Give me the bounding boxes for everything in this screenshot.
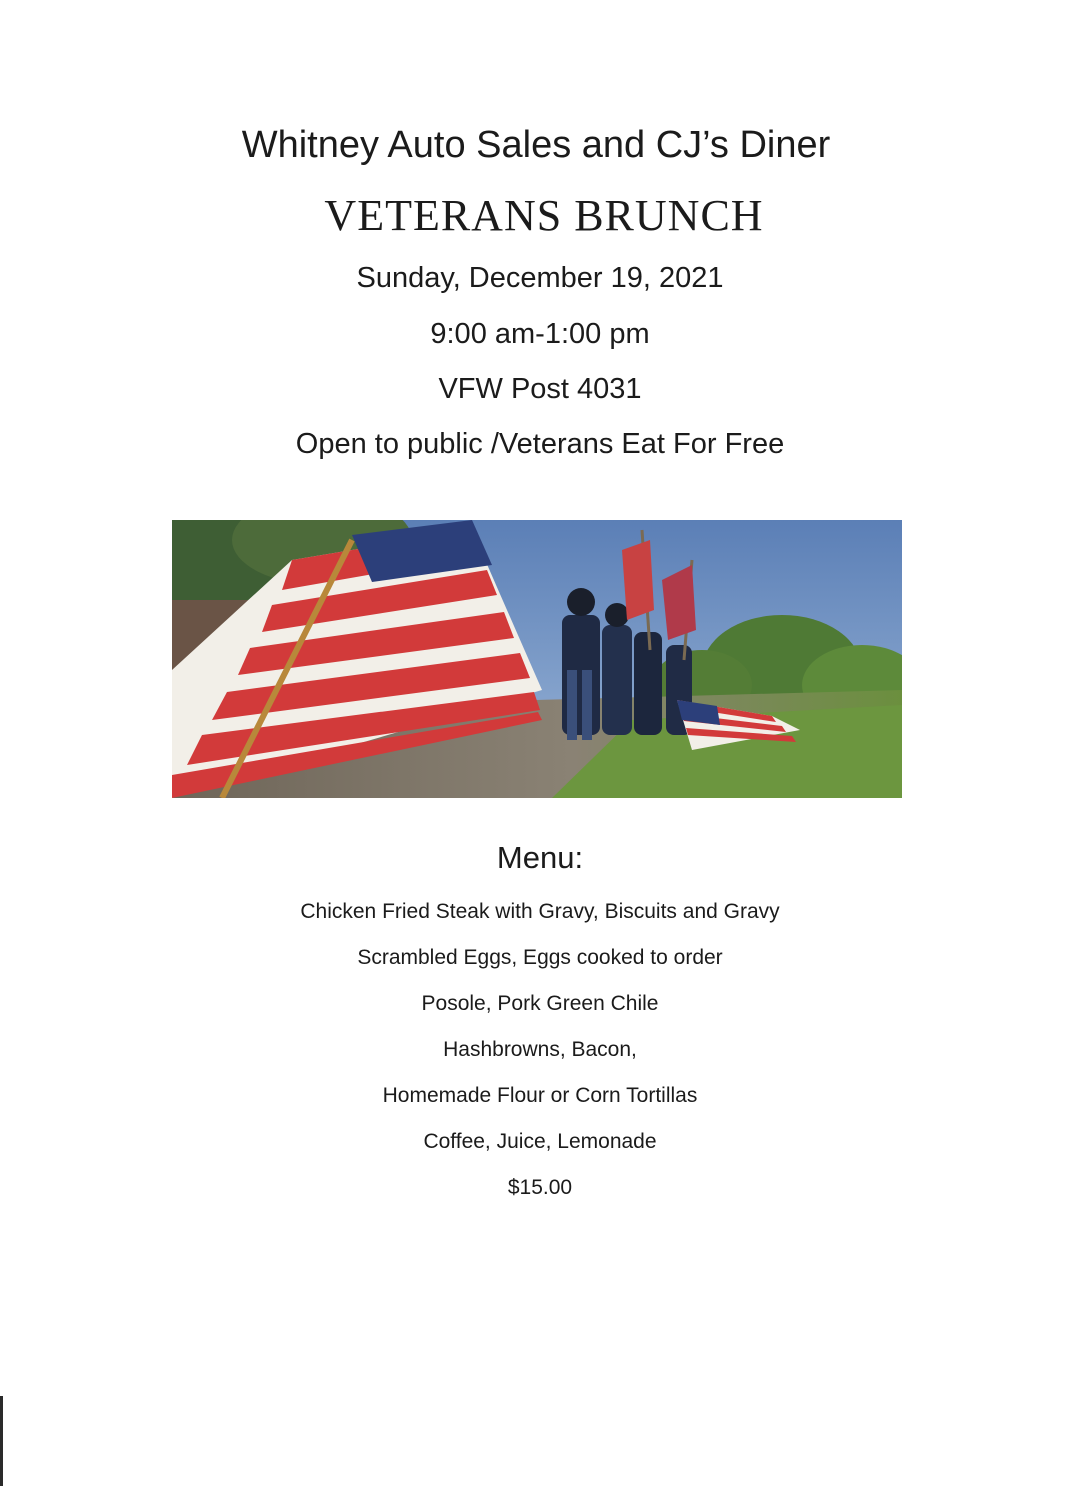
flag-honor-guard-photo — [172, 520, 902, 798]
menu-item: Chicken Fried Steak with Gravy, Biscuits and Gravy — [300, 900, 780, 923]
admission-note: Open to public /Veterans Eat For Free — [295, 428, 785, 460]
menu-price: $15.00 — [507, 1176, 573, 1199]
event-venue: VFW Post 4031 — [438, 373, 642, 405]
menu-item: Homemade Flour or Corn Tortillas — [382, 1084, 698, 1107]
event-date: Sunday, December 19, 2021 — [356, 262, 724, 294]
menu-item: Scrambled Eggs, Eggs cooked to order — [357, 946, 723, 969]
menu-item: Hashbrowns, Bacon, — [443, 1038, 637, 1061]
organizers-line: Whitney Auto Sales and CJ’s Diner — [241, 124, 831, 166]
menu-heading: Menu: — [496, 840, 584, 875]
event-title: VETERANS BRUNCH — [324, 191, 764, 240]
event-time: 9:00 am-1:00 pm — [430, 318, 650, 350]
scan-edge-mark — [0, 1396, 3, 1486]
menu-item: Coffee, Juice, Lemonade — [423, 1130, 657, 1153]
menu-item: Posole, Pork Green Chile — [421, 992, 659, 1015]
